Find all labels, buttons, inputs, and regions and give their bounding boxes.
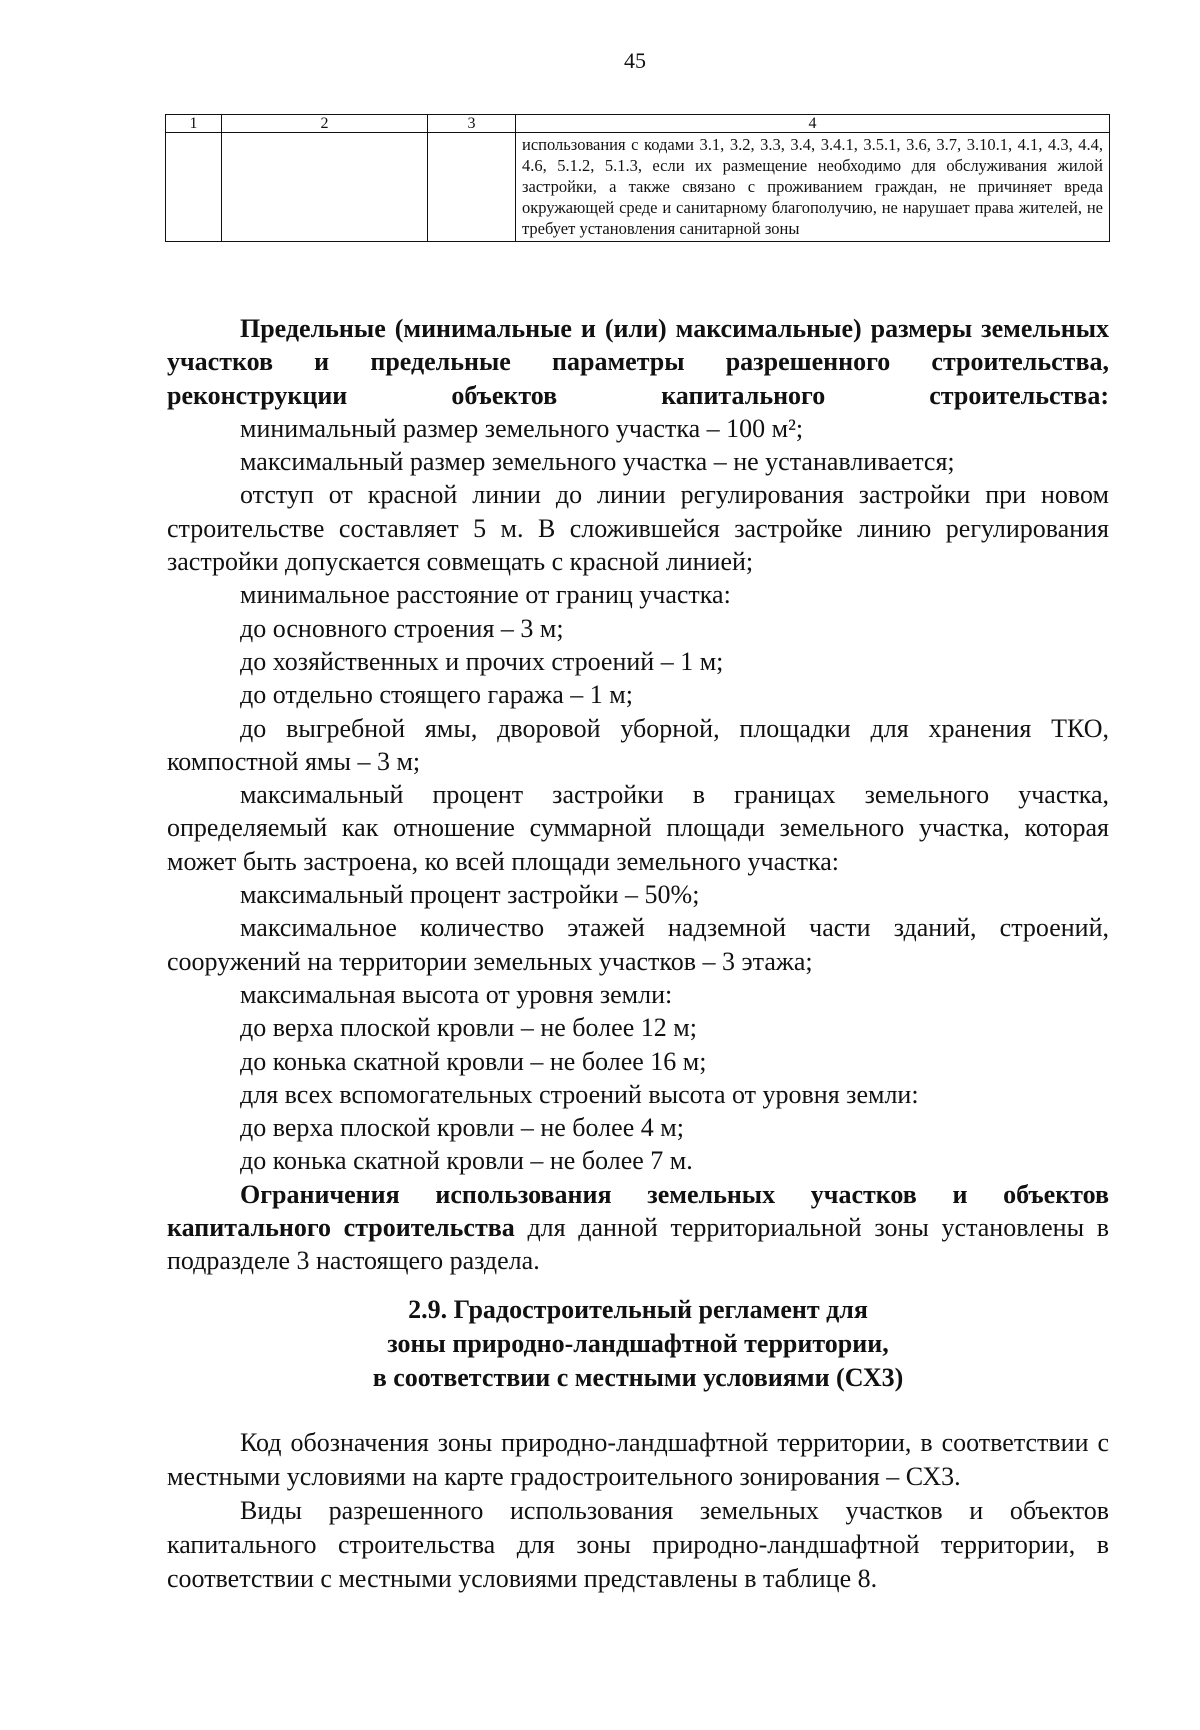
table-cell-3 [428, 133, 516, 242]
table-row [166, 133, 1110, 242]
page-number: 45 [624, 48, 646, 73]
section-title-line-3: в соответствии с местными условиями (СХ3) [372, 1363, 904, 1392]
distance-garage: до отдельно стоящего гаража – 1 м; [240, 680, 633, 710]
table-cell-4: использования с кодами 3.1, 3.2, 3.3, 3.4, 3.4.1, 3.5.1, 3.6, 3.7, 3.10.1, 4.1, 4.3, 4.4, 4.6, 5.1.2, 5.1.3, если их размещение необходимо для обслуживания жилой застройки, а также связано с проживанием граждан, не причиняет вреда окружающей среде и санитарному благополучию, не нарушает права жителей, не требует установления санитарной зоны [516, 133, 1110, 242]
max-floors: максимальное количество этажей надземной части зданий, строений, сооружений на территории земельных участков – 3 этажа; [167, 913, 1109, 976]
max-coverage-definition: максимальный процент застройки в границах земельного участка, определяемый как отношение суммарной площади земельного участка, которая может быть застроена, ко всей площади земельного участка: [167, 780, 1109, 876]
max-height-intro: максимальная высота от уровня земли: [240, 979, 673, 1009]
permitted-uses-paragraph: Виды разрешенного использования земельных участков и объектов капитального строительства для зоны природно-ландшафтной территории, в соответствии с местными условиями представлены в таблице 8. [167, 1496, 1109, 1593]
zone-description [167, 1426, 1109, 1596]
aux-flat-roof-height: до верха плоской кровли – не более 4 м; [240, 1113, 684, 1143]
section-title [167, 1293, 1109, 1395]
distance-cesspit: до выгребной ямы, дворовой уборной, площадки для хранения ТКО, компостной ямы – 3 м; [167, 713, 1109, 776]
max-plot-size: максимальный размер земельного участка – не устанавливается; [240, 447, 955, 477]
zone-code-paragraph: Код обозначения зоны природно-ландшафтной территории, в соответствии с местными условиями на карте градостроительного зонирования – СХ3. [167, 1428, 1109, 1491]
restrictions-bold: Ограничения использования земельных участков и объектов капитального строительства [167, 1179, 1109, 1243]
restrictions-paragraph [167, 1178, 1109, 1278]
table-header-col-2: 2 [222, 115, 428, 133]
distance-outbuildings: до хозяйственных и прочих строений – 1 м; [240, 646, 724, 676]
limits-heading: Предельные (минимальные и (или) максимальные) размеры земельных участков и предельные параметры разрешенного строительства, реконструкции объектов капитального строительства: [167, 314, 1109, 410]
continuation-table [165, 114, 1110, 242]
table-header-col-4: 4 [516, 115, 1110, 133]
pitched-roof-height: до конька скатной кровли – не более 16 м; [240, 1046, 707, 1076]
table-header-col-3: 3 [428, 115, 516, 133]
min-distance-intro: минимальное расстояние от границ участка: [240, 580, 731, 610]
aux-pitched-roof-height: до конька скатной кровли – не более 7 м. [240, 1146, 693, 1176]
min-plot-size: минимальный размер земельного участка – 100 м²; [240, 413, 804, 443]
table-cell-2 [222, 133, 428, 242]
distance-main-building: до основного строения – 3 м; [240, 613, 564, 643]
section-title-line-1: 2.9. Градостроительный регламент для [408, 1295, 868, 1324]
table-header-col-1: 1 [166, 115, 222, 133]
restrictions-rest: для данной территориальной зоны установлены в подразделе 3 настоящего раздела. [167, 1213, 1109, 1276]
limits-section [167, 312, 1109, 1278]
table-cell-1 [166, 133, 222, 242]
aux-height-intro: для всех вспомогательных строений высота от уровня земли: [240, 1079, 919, 1109]
max-coverage: максимальный процент застройки – 50%; [240, 880, 700, 910]
section-title-line-2: зоны природно-ландшафтной территории, [387, 1329, 889, 1358]
red-line-setback: отступ от красной линии до линии регулирования застройки при новом строительстве составляет 5 м. В сложившейся застройке линию регулирования застройки допускается совмещать с красной линией; [167, 480, 1109, 577]
flat-roof-height: до верха плоской кровли – не более 12 м; [240, 1013, 697, 1043]
table-header-row [166, 115, 1110, 133]
